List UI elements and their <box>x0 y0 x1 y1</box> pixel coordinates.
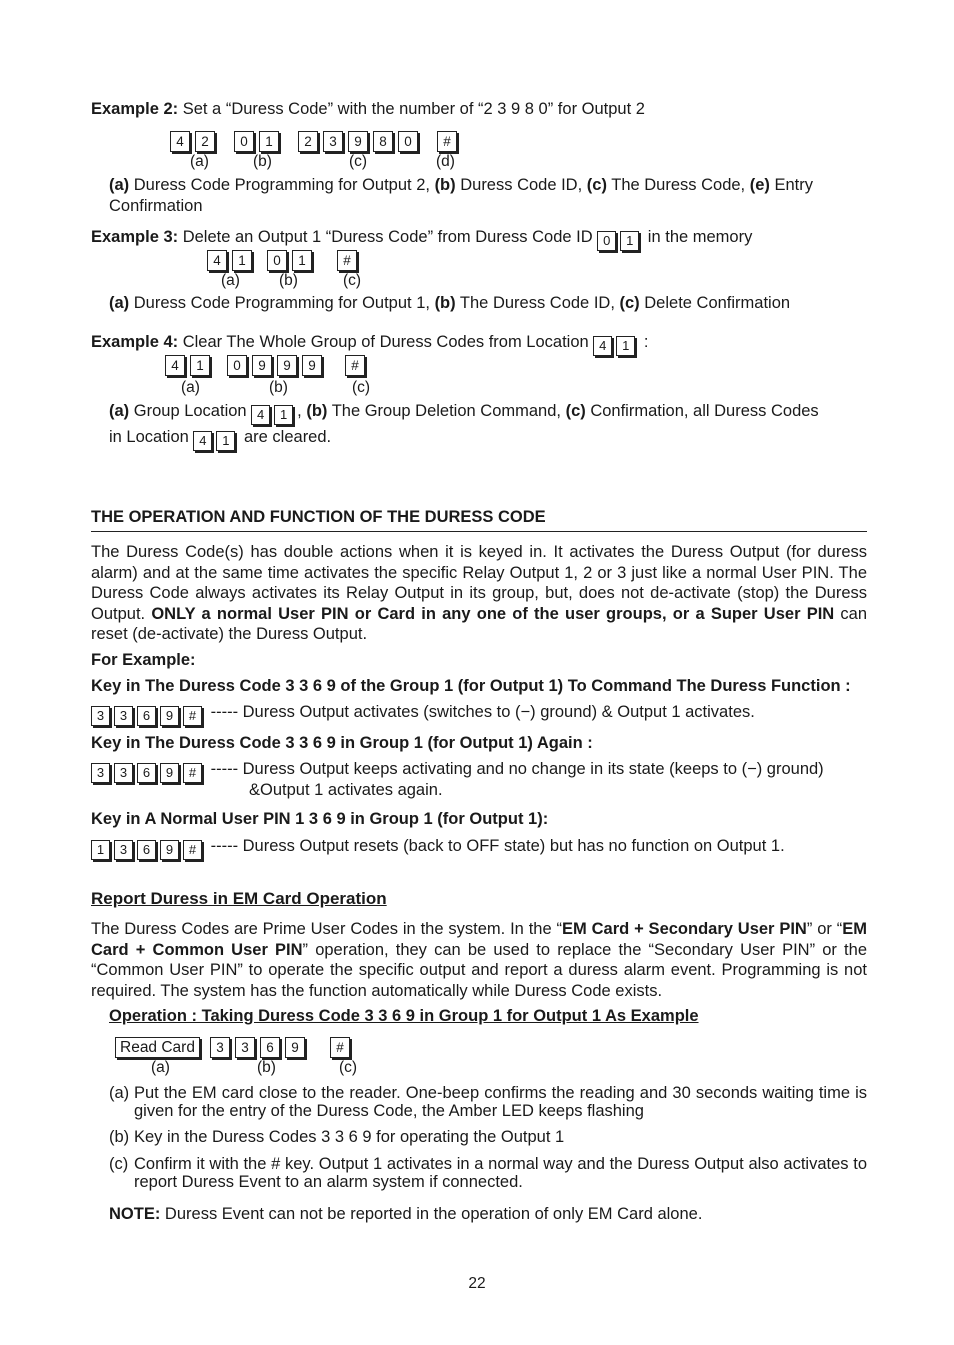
example-3-description: (a) Duress Code Programming for Output 1, (b) The Duress Code ID, (c) Delete Confirmation <box>109 294 791 312</box>
key-cap: 4 <box>193 431 212 451</box>
key-cap: 2 <box>195 131 215 152</box>
operation-title: Operation : Taking Duress Code 3 3 6 9 in Group 1 for Output 1 As Example <box>109 1007 699 1025</box>
step-1-title: Key in The Duress Code 3 3 6 9 of the Group 1 (for Output 1) To Command The Duress Function : <box>91 677 851 695</box>
key-label: (b) <box>253 153 272 170</box>
key-cap: 1 <box>616 336 635 356</box>
key-label: (c) <box>343 272 362 289</box>
key-label: (b) <box>269 379 288 396</box>
key-cap: 3 <box>114 840 133 860</box>
key-cap: 9 <box>160 840 179 860</box>
key-cap: 0 <box>267 250 287 271</box>
step-2-title: Key in The Duress Code 3 3 6 9 in Group 1 (for Output 1) Again : <box>91 734 593 752</box>
example-3-keys <box>207 250 362 271</box>
key-cap: 1 <box>216 431 235 451</box>
example-3-title: Example 3: Delete an Output 1 “Duress Code” from Duress Code ID 0 1 in the memory <box>91 228 752 251</box>
example-2-description: (a) Duress Code Programming for Output 2, (b) Duress Code ID, (c) The Duress Code, (e) Entry Confirmation <box>109 176 813 215</box>
key-cap: 3 <box>114 706 133 726</box>
key-cap: 9 <box>252 355 272 376</box>
key-label: (a) <box>181 379 200 396</box>
key-cap: 9 <box>160 706 179 726</box>
key-cap: 0 <box>597 231 616 251</box>
step-3-line: 1 3 6 9 # ----- Duress Output resets (back to OFF state) but has no function on Output 1. <box>91 837 785 860</box>
key-cap: # <box>437 131 457 152</box>
key-cap: 9 <box>285 1037 305 1058</box>
key-cap: 1 <box>620 231 639 251</box>
key-label: (c) <box>352 379 371 396</box>
step-2-line: 3 3 6 9 # ----- Duress Output keeps activating and no change in its state (keeps to (−) ground) <box>91 760 867 783</box>
key-label: (a) <box>190 153 209 170</box>
key-cap: 3 <box>91 763 110 783</box>
key-cap: 4 <box>165 355 185 376</box>
page-number: 22 <box>468 1275 486 1292</box>
key-cap: # <box>183 763 202 783</box>
key-cap: # <box>330 1037 350 1058</box>
key-cap: 9 <box>160 763 179 783</box>
key-cap: 2 <box>298 131 318 152</box>
operation-keys <box>115 1037 355 1058</box>
key-cap: # <box>183 840 202 860</box>
section-heading-report-duress: Report Duress in EM Card Operation <box>91 889 387 908</box>
list-item: (a) Put the EM card close to the reader. One-beep confirms the reading and 30 seconds waiting time is given for the entry of the Duress Code, the Amber LED keeps flashing <box>109 1084 867 1120</box>
key-label: (c) <box>339 1059 358 1076</box>
key-label: (d) <box>436 153 455 170</box>
key-cap: 0 <box>398 131 418 152</box>
key-cap: 4 <box>593 336 612 356</box>
section-heading-duress-operation: THE OPERATION AND FUNCTION OF THE DURESS CODE <box>91 508 867 532</box>
key-cap: 3 <box>235 1037 255 1058</box>
list-item: (b) Key in the Duress Codes 3 3 6 9 for operating the Output 1 <box>109 1128 565 1146</box>
key-cap: 4 <box>251 405 270 425</box>
key-cap: 1 <box>274 405 293 425</box>
key-cap: 1 <box>190 355 210 376</box>
key-cap: 3 <box>323 131 343 152</box>
key-cap: 1 <box>259 131 279 152</box>
key-label: (b) <box>257 1059 276 1076</box>
duress-paragraph: The Duress Code(s) has double actions when it is keyed in. It activates the Duress Output (for duress alarm) and at the same time activates the specific Relay Output 1, 2 or 3 just like a normal User PIN. The Duress Code always activates its Relay Output in its group, but, does not de-activate (stop) the Duress Output. ONLY a normal User PIN or Card in any one of the user groups, or a Super User PIN can reset (de-activate) the Duress Output. <box>91 543 868 643</box>
key-cap: 6 <box>260 1037 280 1058</box>
key-cap: 3 <box>91 706 110 726</box>
example-2-keys <box>170 131 462 152</box>
key-cap: 6 <box>137 763 156 783</box>
key-cap: # <box>337 250 357 271</box>
example-4-title: Example 4: Clear The Whole Group of Duress Codes from Location 4 1 : <box>91 333 648 356</box>
key-cap: 3 <box>210 1037 230 1058</box>
key-cap: 1 <box>292 250 312 271</box>
key-label: (c) <box>349 153 368 170</box>
key-label: (a) <box>151 1059 170 1076</box>
for-example-label: For Example: <box>91 651 196 669</box>
key-cap: # <box>345 355 365 376</box>
key-cap: 8 <box>373 131 393 152</box>
key-cap: 6 <box>137 706 156 726</box>
key-label: (a) <box>221 272 240 289</box>
example-2-title: Example 2: Set a “Duress Code” with the number of “2 3 9 8 0” for Output 2 <box>91 100 645 118</box>
key-label: (b) <box>279 272 298 289</box>
key-cap: 1 <box>91 840 110 860</box>
key-cap: 9 <box>302 355 322 376</box>
key-cap: 3 <box>114 763 133 783</box>
key-cap: 0 <box>234 131 254 152</box>
step-3-title: Key in A Normal User PIN 1 3 6 9 in Group 1 (for Output 1): <box>91 810 549 828</box>
step-2-line-2: &Output 1 activates again. <box>249 781 443 799</box>
key-cap: 9 <box>348 131 368 152</box>
key-cap: 6 <box>137 840 156 860</box>
example-4-description: (a) Group Location 4 1 , (b) The Group Deletion Command, (c) Confirmation, all Duress Codes <box>109 402 819 425</box>
key-cap: 1 <box>232 250 252 271</box>
read-card-box: Read Card <box>115 1037 200 1058</box>
key-cap: 4 <box>170 131 190 152</box>
key-cap: # <box>183 706 202 726</box>
key-cap: 4 <box>207 250 227 271</box>
key-cap: 0 <box>227 355 247 376</box>
step-1-line: 3 3 6 9 # ----- Duress Output activates (switches to (−) ground) & Output 1 activates. <box>91 703 755 726</box>
key-cap: 9 <box>277 355 297 376</box>
example-4-keys <box>165 355 370 376</box>
note: NOTE: Duress Event can not be reported in the operation of only EM Card alone. <box>109 1205 703 1223</box>
list-item: (c) Confirm it with the # key. Output 1 activates in a normal way and the Duress Output also activates to report Duress Event to an alarm system if connected. <box>109 1155 867 1191</box>
example-4-description-line-2: in Location 4 1 are cleared. <box>109 428 331 451</box>
report-duress-paragraph: The Duress Codes are Prime User Codes in the system. In the “EM Card + Secondary User PIN” or “EM Card + Common User PIN” operation, they can be used to replace the “Secondary User PIN” or the “Common User PIN” to operate the specific output and report a duress alarm event. Programming is not required. The system has the function automatically while Duress Code exists. <box>91 920 867 1000</box>
